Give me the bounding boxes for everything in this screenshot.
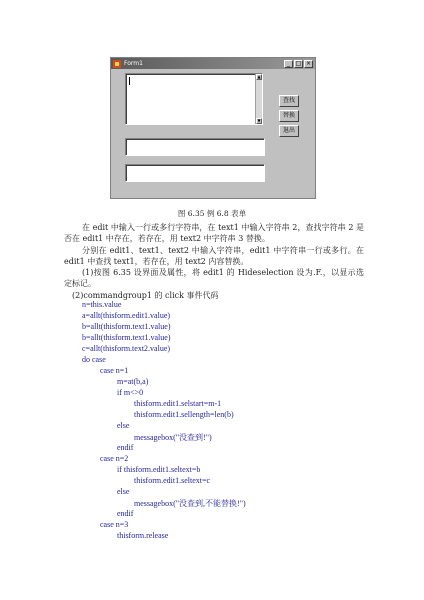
replace-button[interactable]: 替换	[279, 110, 299, 122]
paragraph-2: 分别在 edit1、text1、text2 中输入字符串，edit1 中字符串一行或多行。在 edit1 中查找 text1，若存在，用 text2 内容替换。	[64, 246, 364, 266]
code-line: do case	[82, 355, 106, 364]
figure-caption: 图 6.35 例 6.8 表单	[177, 209, 247, 218]
code-line: case n=1	[100, 366, 129, 375]
text2-field[interactable]	[125, 164, 265, 182]
code-line: messagebox("没查到,不能替换!")	[134, 499, 246, 508]
code-line: case n=3	[100, 520, 129, 529]
code-line: thisform.release	[117, 531, 169, 540]
code-line: n=this.value	[82, 300, 122, 309]
vertical-scrollbar[interactable]	[255, 74, 262, 124]
code-line: if thisform.edit1.seltext=b	[117, 465, 201, 474]
code-line: else	[117, 487, 130, 496]
scroll-up-icon[interactable]: ▲	[257, 74, 261, 79]
form1-window	[110, 57, 316, 199]
code-line: m=at(b,a)	[117, 377, 149, 386]
close-button[interactable]: ×	[305, 59, 312, 67]
find-button[interactable]: 查找	[279, 95, 299, 107]
paragraph-3: (1)按图 6.35 设界面及属性，将 edit1 的 Hideselection 设为.F.，以显示选定标记。	[64, 268, 364, 288]
code-line: b=allt(thisform.text1.value)	[82, 322, 171, 331]
code-line: messagebox("没查到!")	[134, 433, 212, 442]
code-line: b=allt(thisform.text1.value)	[82, 333, 171, 342]
fox-app-icon	[113, 60, 121, 68]
code-line: thisform.edit1.selstart=m-1	[134, 399, 222, 408]
code-line: case n=2	[100, 454, 129, 463]
title-bar	[111, 58, 315, 69]
text-caret	[129, 77, 130, 85]
exit-button[interactable]: 退出	[279, 125, 299, 137]
window-title: Form1	[124, 60, 143, 67]
text1-field[interactable]	[125, 138, 265, 156]
code-line: else	[117, 421, 130, 430]
code-line: thisform.edit1.seltext=c	[134, 476, 211, 485]
minimize-button[interactable]: _	[284, 60, 293, 68]
maximize-button[interactable]: □	[295, 59, 302, 67]
code-line: thisform.edit1.sellength=len(b)	[134, 410, 234, 419]
code-line: c=allt(thisform.text2.value)	[82, 344, 171, 353]
code-subhead: (2)commandgroup1 的 click 事件代码	[72, 291, 219, 300]
paragraph-1: 在 edit 中输入一行或多行字符串，在 text1 中输入字符串 2，查找字符串 2 是否在 edit1 中存在，若存在，用 text2 中字符串 3 替换。	[64, 223, 364, 243]
scroll-down-icon[interactable]: ▼	[257, 118, 261, 123]
code-line: if m<>0	[117, 388, 144, 397]
code-line: a=allt(thisform.edit1.value)	[82, 311, 171, 320]
edit1-box[interactable]	[125, 73, 263, 125]
code-line: endif	[117, 509, 134, 518]
code-line: endif	[117, 443, 134, 452]
